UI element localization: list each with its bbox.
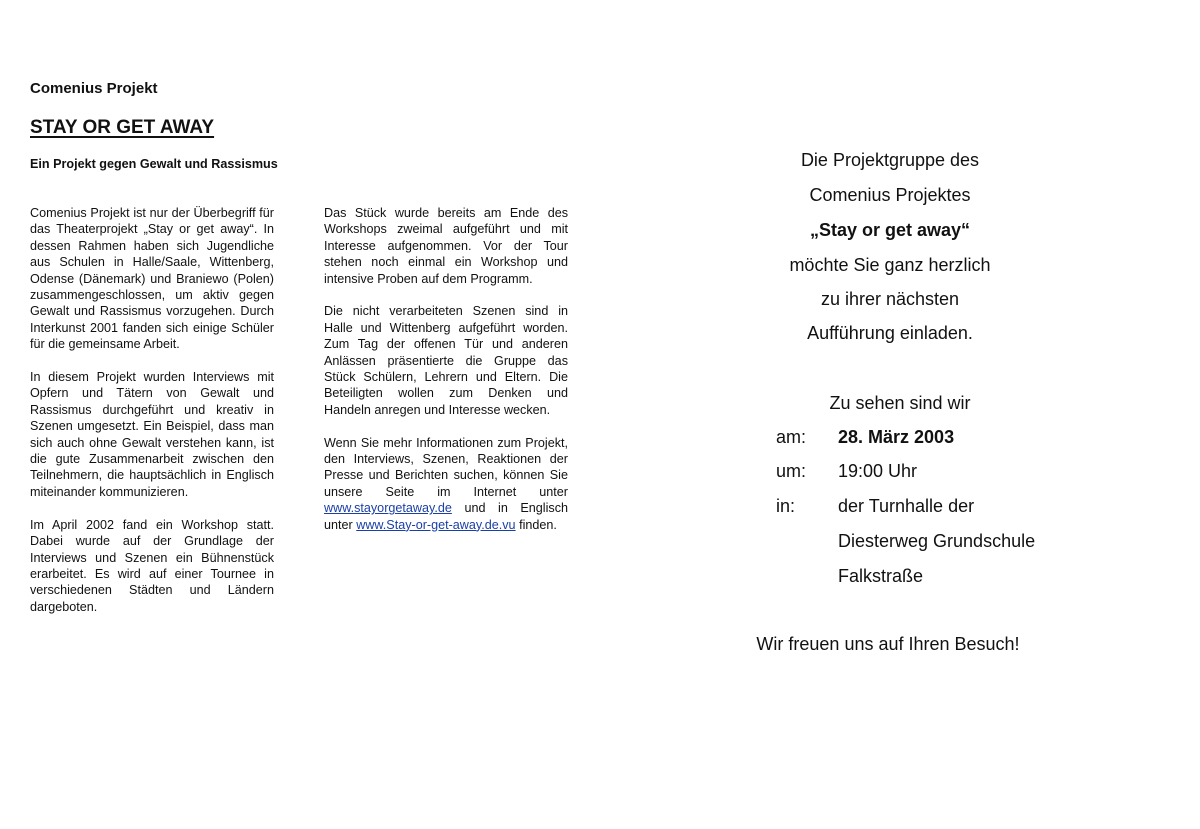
paragraph: Die nicht verarbeiteten Szenen sind in Halle und Wittenberg aufgeführt worden. Zum Tag der offenen Tür und anderen Anlässen präsentierte die Gruppe das Stück Schülern, Lehrern und Eltern. Die Beteiligten wollen zum Denken und Handeln anregen und Interesse wecken. <box>324 304 568 417</box>
links-text-before: Wenn Sie mehr Informationen zum Projekt, den Interviews, Szenen, Reaktionen der Presse und Berichten suchen, können Sie unsere Seite im Internet unter <box>324 435 568 499</box>
column-middle <box>324 205 568 549</box>
paragraph: In diesem Projekt wurden Interviews mit Opfern und Tätern von Gewalt und Rassismus durchgeführt und kreativ in Szenen umgesetzt. Ein Beispiel, dass man sich auch ohne Gewalt verstehen kann, ist die gute Zusammenarbeit zwischen den Teilnehmern, die hauptsächlich in Englisch miteinander kommunizieren. <box>30 370 274 499</box>
links-text-after: finden. <box>515 517 557 532</box>
links-text-middle: und in Englisch unter <box>324 501 568 532</box>
closing-line: Wir freuen uns auf Ihren Besuch! <box>756 634 1020 654</box>
project-kicker: Comenius Projekt <box>30 80 158 97</box>
time-label: um: <box>776 461 807 481</box>
invitation-line: Aufführung einladen. <box>807 323 973 343</box>
invitation-play-title: „Stay or get away“ <box>809 220 971 240</box>
place-line: der Turnhalle der <box>838 496 975 516</box>
paragraph: Comenius Projekt ist nur der Überbegriff für das Theaterprojekt „Stay or get away“. In dessen Rahmen haben sich Jugendliche aus Schulen in Halle/Saale, Wittenberg, Odense (Dänemark) und Braniewo (Polen) zusammengeschlossen, um aktiv gegen Gewalt und Rassismus vorzugehen. Durch Interkunst 2001 fanden sich einige Schüler für die gemeinsame Arbeit. <box>30 206 274 352</box>
place-line: Diesterweg Grundschule <box>838 531 1036 551</box>
date-label: am: <box>776 427 807 447</box>
website-link-english[interactable]: www.Stay-or-get-away.de.vu <box>356 517 516 532</box>
paragraph: Im April 2002 fand ein Workshop statt. Dabei wurde auf der Grundlage der Interviews und Szenen ein Bühnenstück erarbeitet. Es wird auf einer Tournee in verschiedenen Städten und Ländern dargeboten. <box>30 517 274 614</box>
page-subtitle: Ein Projekt gegen Gewalt und Rassismus <box>30 157 278 171</box>
see-us-heading: Zu sehen sind wir <box>829 393 971 413</box>
page-title: STAY OR GET AWAY <box>30 117 215 138</box>
website-link-german[interactable]: www.stayorgetaway.de <box>324 501 452 516</box>
links-paragraph <box>324 435 568 533</box>
invitation-line: zu ihrer nächsten <box>820 289 960 309</box>
paragraph: Das Stück wurde bereits am Ende des Workshops zweimal aufgeführt und mit Interesse aufgenommen. Vor der Tour stehen noch einmal ein Workshop und intensive Proben auf dem Programm. <box>324 206 568 286</box>
place-line: Falkstraße <box>838 566 924 586</box>
invitation-line: Die Projektgruppe des <box>800 150 980 170</box>
place-label: in: <box>776 496 796 516</box>
invitation-line: Comenius Projektes <box>809 185 971 205</box>
time-value: 19:00 Uhr <box>838 461 918 481</box>
column-left <box>30 205 274 632</box>
date-value: 28. März 2003 <box>838 427 955 447</box>
invitation-line: möchte Sie ganz herzlich <box>789 255 991 275</box>
